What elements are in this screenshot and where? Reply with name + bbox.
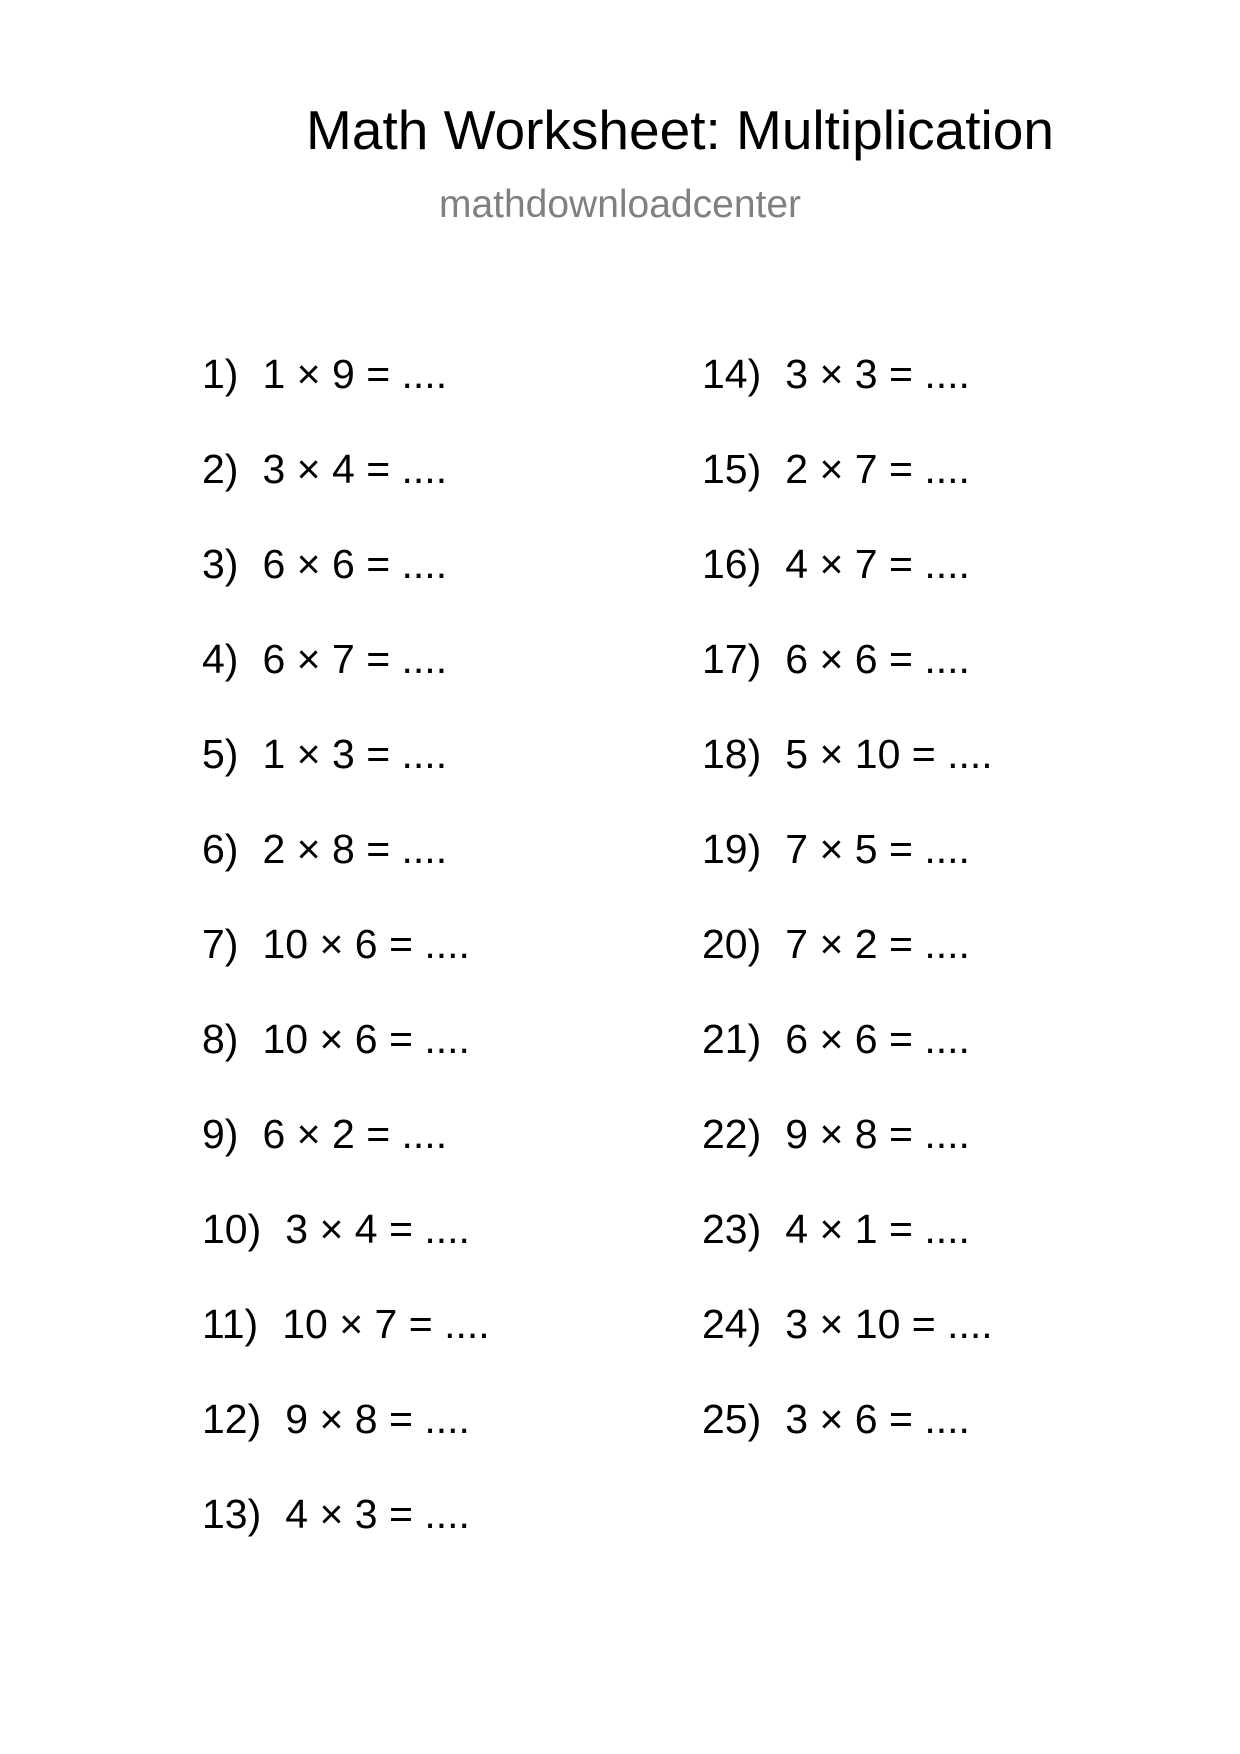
problem-number: 9) [202,1111,239,1157]
problem-number: 8) [202,1016,239,1062]
problem-number: 23) [702,1206,762,1252]
problem-number: 13) [202,1491,262,1537]
problem-item [202,1490,470,1538]
problem-item [702,635,970,683]
problem-item [202,350,447,398]
problem-item [702,730,993,778]
problem-number: 7) [202,921,239,967]
problem-item [202,920,470,968]
problem-item [702,1205,970,1253]
problem-expression: 4 × 1 = .... [785,1206,970,1252]
problem-expression: 2 × 7 = .... [785,446,970,492]
problem-number: 1) [202,351,239,397]
problem-number: 18) [702,731,762,777]
problem-number: 4) [202,636,239,682]
problem-number: 24) [702,1301,762,1347]
problem-item [202,540,447,588]
problem-expression: 9 × 8 = .... [785,1111,970,1157]
problem-expression: 2 × 8 = .... [262,826,448,872]
problem-item [702,1110,970,1158]
problem-item [702,1395,970,1443]
problem-number: 10) [202,1206,262,1252]
problem-item [202,730,447,778]
problem-expression: 6 × 6 = .... [785,1016,970,1062]
problem-expression: 3 × 4 = .... [262,446,448,492]
problem-number: 15) [702,446,762,492]
worksheet-subtitle: mathdownloadcenter [438,183,802,226]
problem-number: 20) [702,921,762,967]
worksheet-title: Math Worksheet: Multiplication [306,99,1054,161]
problem-expression: 1 × 9 = .... [262,351,448,397]
problem-item [202,1015,470,1063]
problem-expression: 6 × 7 = .... [262,636,448,682]
problem-number: 16) [702,541,762,587]
problem-item [202,1395,470,1443]
problem-expression: 10 × 6 = .... [262,921,470,967]
problem-number: 22) [702,1111,762,1157]
problem-item [702,1300,993,1348]
problem-item [702,540,970,588]
problem-number: 17) [702,636,762,682]
problem-item [702,350,970,398]
problem-number: 19) [702,826,762,872]
problem-expression: 7 × 2 = .... [785,921,970,967]
problem-expression: 10 × 6 = .... [262,1016,470,1062]
problem-item [702,920,970,968]
problem-expression: 10 × 7 = .... [282,1301,490,1347]
problem-number: 3) [202,541,239,587]
problem-expression: 6 × 6 = .... [262,541,448,587]
problem-expression: 7 × 5 = .... [785,826,970,872]
problem-item [702,825,970,873]
problem-expression: 6 × 2 = .... [262,1111,448,1157]
problem-expression: 9 × 8 = .... [285,1396,470,1442]
problem-item [202,1205,470,1253]
problem-number: 2) [202,446,239,492]
problem-expression: 3 × 4 = .... [285,1206,470,1252]
problem-expression: 4 × 3 = .... [285,1491,470,1537]
problem-item [202,635,447,683]
problem-expression: 5 × 10 = .... [785,731,993,777]
problem-expression: 3 × 3 = .... [785,351,970,397]
problem-item [202,1300,490,1348]
problem-item [702,1015,970,1063]
problem-number: 6) [202,826,239,872]
problem-expression: 6 × 6 = .... [785,636,970,682]
problem-expression: 1 × 3 = .... [262,731,448,777]
problem-expression: 4 × 7 = .... [785,541,970,587]
problem-number: 21) [702,1016,762,1062]
problem-item [202,825,447,873]
problem-number: 12) [202,1396,262,1442]
problem-item [702,445,970,493]
problem-number: 14) [702,351,762,397]
problem-number: 5) [202,731,239,777]
problem-expression: 3 × 6 = .... [785,1396,970,1442]
problem-item [202,445,447,493]
problem-number: 11) [202,1301,259,1347]
problem-item [202,1110,447,1158]
problem-number: 25) [702,1396,762,1442]
problem-expression: 3 × 10 = .... [785,1301,993,1347]
